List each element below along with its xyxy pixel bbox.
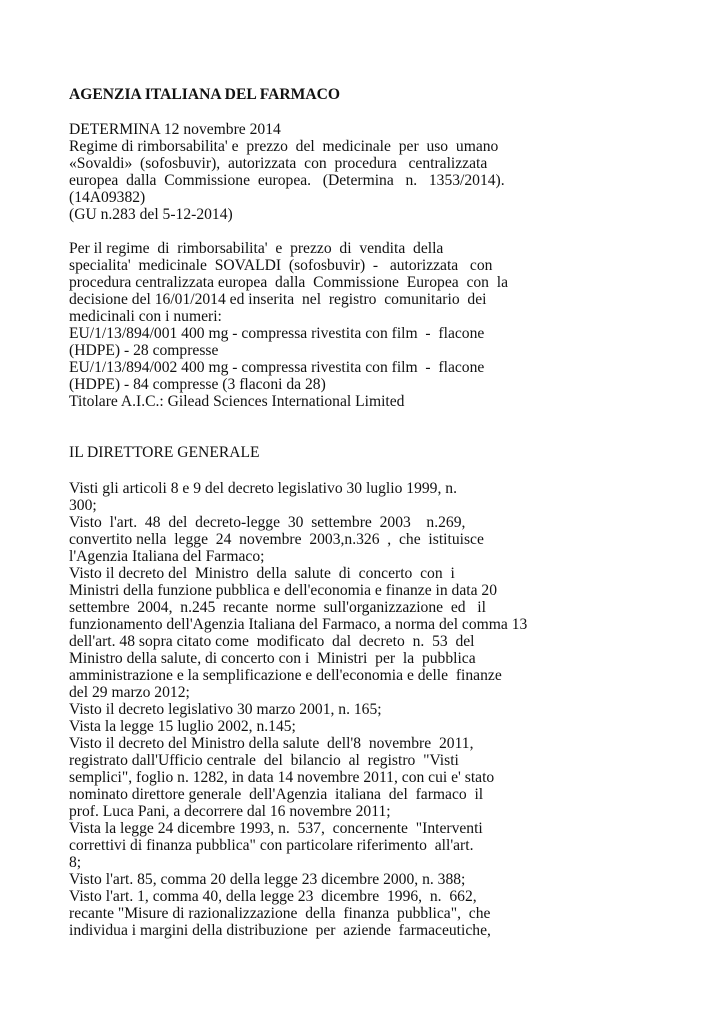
body-line: Visto il decreto del Ministro della salute dell'8 novembre 2011, (69, 735, 474, 752)
determina-line: «Sovaldi» (sofosbuvir), autorizzata con procedura centralizzata (69, 155, 488, 172)
body-line: amministrazione e la semplificazione e dell'economia e delle finanze (69, 667, 502, 684)
intro-line: specialita' medicinale SOVALDI (sofosbuvir) - autorizzata con (69, 257, 493, 274)
intro-line: decisione del 16/01/2014 ed inserita nel registro comunitario dei (69, 291, 487, 308)
body-line: l'Agenzia Italiana del Farmaco; (69, 548, 265, 565)
body-line: recante "Misure di razionalizzazione della finanza pubblica", che (69, 905, 491, 922)
determina-line: europea dalla Commissione europea. (Determina n. 1353/2014). (69, 172, 505, 189)
body-line: Ministri della funzione pubblica e dell'economia e finanze in data 20 (69, 582, 498, 599)
body-line: Ministro della salute, di concerto con i Ministri per la pubblica (69, 650, 476, 667)
agency-heading: AGENZIA ITALIANA DEL FARMACO (69, 86, 341, 103)
body-line: del 29 marzo 2012; (69, 684, 190, 701)
intro-line: procedura centralizzata europea dalla Commissione Europea con la (69, 274, 509, 291)
intro-line: medicinali con i numeri: (69, 308, 222, 325)
body-line: individua i margini della distribuzione per aziende farmaceutiche, (69, 922, 491, 939)
intro-line: EU/1/13/894/001 400 mg - compressa rivestita con film - flacone (69, 325, 485, 342)
body-line: registrato dall'Ufficio centrale del bilancio al registro "Visti (69, 752, 459, 769)
body-line: convertito nella legge 24 novembre 2003,n.326 , che istituisce (69, 531, 484, 548)
body-line: Visto il decreto legislativo 30 marzo 2001, n. 165; (69, 701, 382, 718)
intro-line: (HDPE) - 84 compresse (3 flaconi da 28) (69, 376, 326, 393)
body-line: semplici", foglio n. 1282, in data 14 novembre 2011, con cui e' stato (69, 769, 495, 786)
intro-line: Titolare A.I.C.: Gilead Sciences International Limited (69, 393, 405, 410)
intro-line: Per il regime di rimborsabilita' e prezzo di vendita della (69, 240, 444, 257)
body-line: nominato direttore generale dell'Agenzia italiana del farmaco il (69, 786, 484, 803)
body-line: Visto l'art. 1, comma 40, della legge 23 dicembre 1996, n. 662, (69, 888, 477, 905)
determina-line: DETERMINA 12 novembre 2014 (69, 121, 281, 138)
body-line: 8; (69, 854, 82, 871)
intro-line: EU/1/13/894/002 400 mg - compressa rivestita con film - flacone (69, 359, 485, 376)
body-line: 300; (69, 497, 97, 514)
body-line: Visto l'art. 85, comma 20 della legge 23 dicembre 2000, n. 388; (69, 871, 466, 888)
body-line: Vista la legge 15 luglio 2002, n.145; (69, 718, 296, 735)
intro-line: (HDPE) - 28 compresse (69, 342, 219, 359)
body-line: correttivi di finanza pubblica" con particolare riferimento all'art. (69, 837, 474, 854)
body-line: Visti gli articoli 8 e 9 del decreto legislativo 30 luglio 1999, n. (69, 480, 457, 497)
body-line: Visto l'art. 48 del decreto-legge 30 settembre 2003 n.269, (69, 514, 466, 531)
determina-line: (14A09382) (69, 189, 146, 206)
director-heading: IL DIRETTORE GENERALE (69, 444, 260, 461)
body-line: prof. Luca Pani, a decorrere dal 16 novembre 2011; (69, 803, 391, 820)
body-line: Visto il decreto del Ministro della salute di concerto con i (69, 565, 455, 582)
body-line: funzionamento dell'Agenzia Italiana del Farmaco, a norma del comma 13 (69, 616, 528, 633)
body-line: settembre 2004, n.245 recante norme sull'organizzazione ed il (69, 599, 486, 616)
determina-line: (GU n.283 del 5-12-2014) (69, 206, 233, 223)
determina-line: Regime di rimborsabilita' e prezzo del medicinale per uso umano (69, 138, 499, 155)
body-line: Vista la legge 24 dicembre 1993, n. 537, concernente "Interventi (69, 820, 483, 837)
body-line: dell'art. 48 sopra citato come modificato dal decreto n. 53 del (69, 633, 475, 650)
